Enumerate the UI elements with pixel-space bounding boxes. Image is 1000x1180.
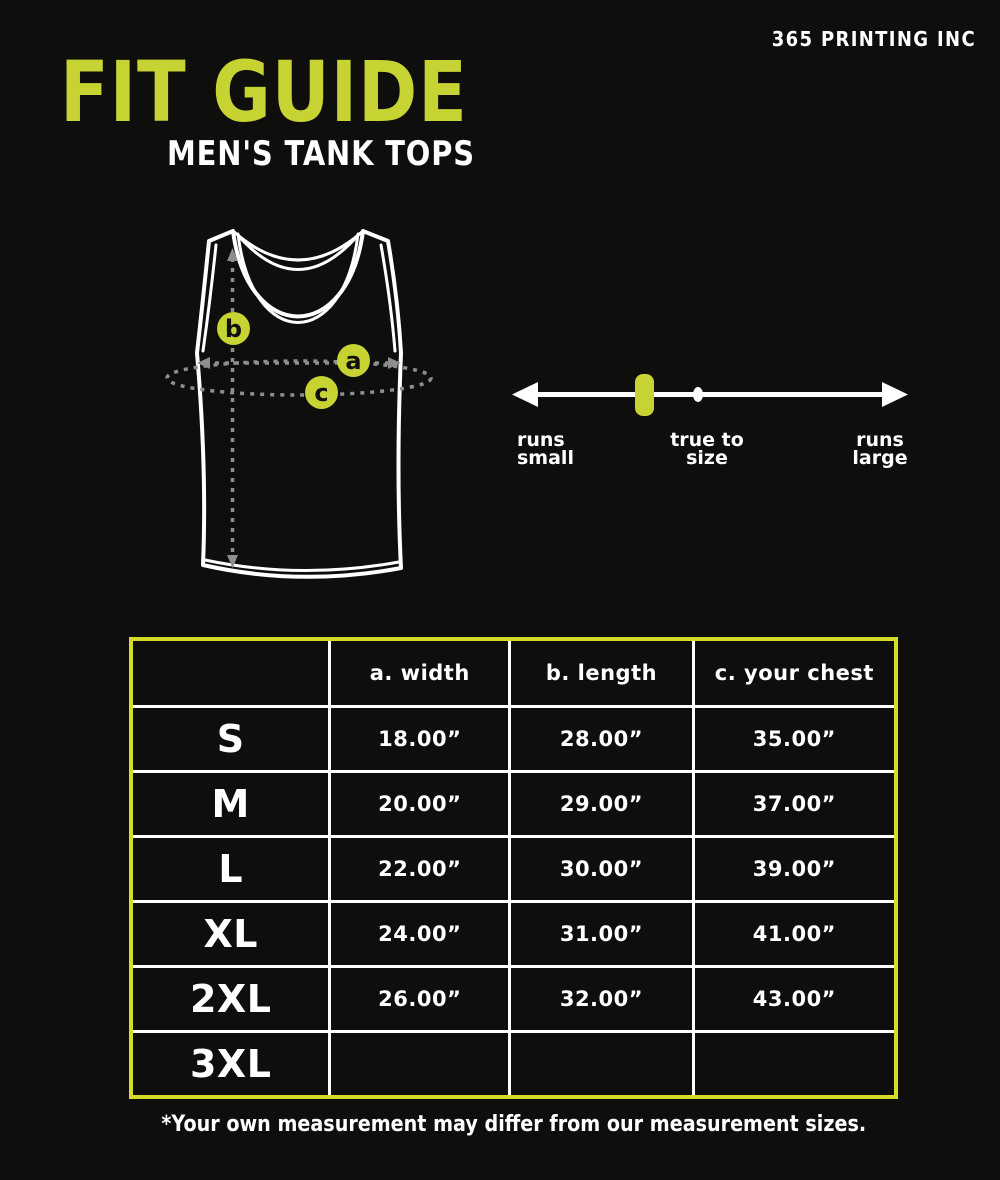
width-cell: 20.00” — [330, 772, 510, 837]
page-title: FIT GUIDE — [60, 43, 468, 141]
width-marker-a — [337, 344, 370, 377]
chest-cell: 37.00” — [693, 772, 896, 837]
page-subtitle: MEN'S TANK TOPS — [167, 134, 475, 174]
length-cell: 29.00” — [510, 772, 694, 837]
fit-scale-arrow-left-icon — [512, 382, 538, 407]
table-row-xl — [131, 902, 896, 967]
table-row-s — [131, 707, 896, 772]
length-cell: 30.00” — [510, 837, 694, 902]
label-true-to-size: true to size — [670, 429, 744, 469]
brand-text: 365 PRINTING INC — [771, 27, 976, 51]
table-row-3xl — [131, 1032, 896, 1098]
size-cell: S — [131, 707, 330, 772]
chest-cell — [693, 1032, 896, 1098]
column-header-chest: c. your chest — [693, 639, 896, 707]
chest-cell: 43.00” — [693, 967, 896, 1032]
header-row — [131, 639, 896, 707]
length-cell: 32.00” — [510, 967, 694, 1032]
footnote: *Your own measurement may differ from our measurement sizes. — [161, 1112, 867, 1137]
table-row-m — [131, 772, 896, 837]
size-cell: M — [131, 772, 330, 837]
column-header-width: a. width — [330, 639, 510, 707]
label-runs-small: runs small — [517, 429, 574, 469]
back-collar-trim — [237, 234, 359, 270]
tank-outline — [197, 231, 401, 577]
size-cell: 3XL — [131, 1032, 330, 1098]
length-marker-b — [217, 312, 250, 345]
length-cell: 31.00” — [510, 902, 694, 967]
length-cell: 28.00” — [510, 707, 694, 772]
fit-scale-marker — [635, 374, 654, 416]
width-cell — [330, 1032, 510, 1098]
size-cell: L — [131, 837, 330, 902]
size-chart-table — [129, 637, 898, 1099]
back-collar-line — [233, 231, 363, 260]
width-cell: 24.00” — [330, 902, 510, 967]
width-cell: 22.00” — [330, 837, 510, 902]
width-cell: 26.00” — [330, 967, 510, 1032]
length-cell — [510, 1032, 694, 1098]
table-row-2xl — [131, 967, 896, 1032]
label-runs-large: runs large — [852, 429, 908, 469]
size-chart — [129, 637, 898, 1099]
size-cell: XL — [131, 902, 330, 967]
column-header-length: b. length — [510, 639, 694, 707]
true-to-size-dot — [693, 387, 703, 402]
chest-cell: 35.00” — [693, 707, 896, 772]
chest-cell: 39.00” — [693, 837, 896, 902]
column-header-size — [131, 639, 330, 707]
marker-b-label: b — [224, 314, 243, 343]
fit-scale — [512, 374, 908, 416]
chest-cell: 41.00” — [693, 902, 896, 967]
marker-c-label: c — [314, 378, 329, 407]
marker-a-label: a — [345, 346, 362, 375]
fit-scale-arrow-right-icon — [882, 382, 908, 407]
size-cell: 2XL — [131, 967, 330, 1032]
chest-marker-c — [305, 376, 338, 409]
width-cell: 18.00” — [330, 707, 510, 772]
table-row-l — [131, 837, 896, 902]
